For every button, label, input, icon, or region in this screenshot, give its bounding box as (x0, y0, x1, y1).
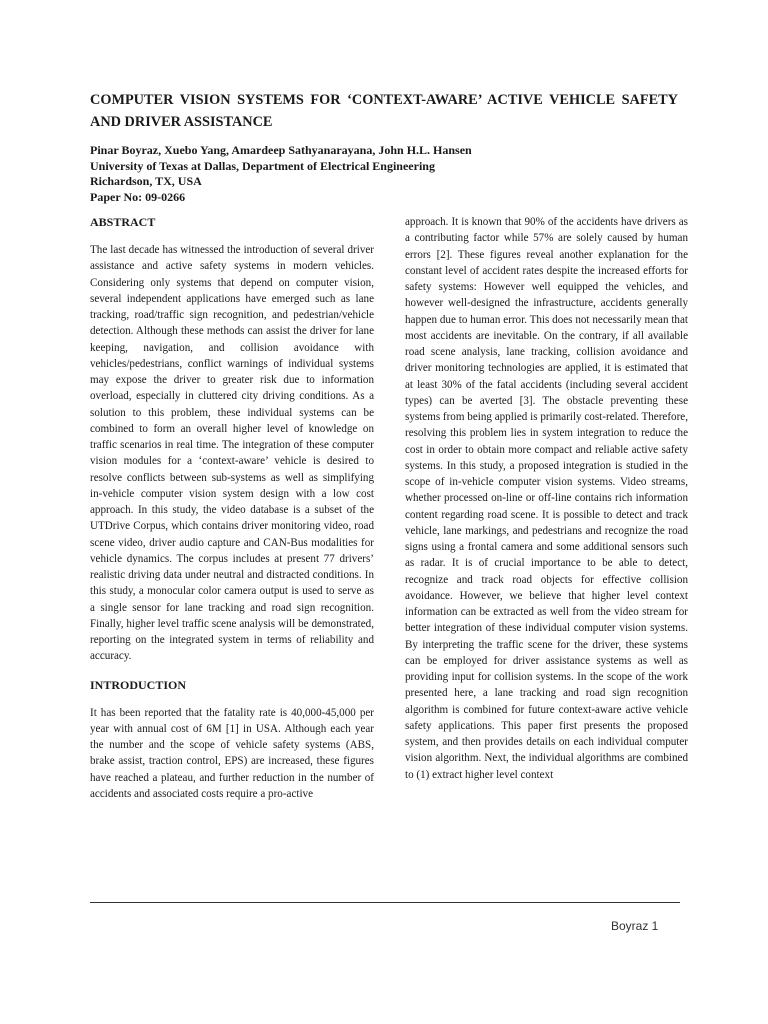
introduction-text-right: approach. It is known that 90% of the accidents have drivers as a contributing factor while 57% are solely caused by human errors [2]. These figures reveal another explanation for the constant level of accident rates despite the increased efforts for safety systems: However well equipped the vehicles, and however well-designed the infrastructure, accidents generally happen due to human error. This does not necessarily mean that most accidents are inevitable. On the contrary, if all available road scene analysis, lane tracking, collision avoidance and driver monitoring technologies are applied, it is estimated that at least 30% of the fatal accidents (including several accident types) can be averted [3]. The obstacle preventing these systems from being applied is primarily cost-related. Therefore, resolving this problem lies in system integration to reduce the cost in order to obtain more compact and reliable active safety systems. In this study, a proposed integration is studied in the scope of in-vehicle computer vision systems. Video streams, whether processed on-line or off-line contains rich information content regarding road scene. It is possible to detect and track vehicle, lane markings, and pedestrians and recognize the road signs using a frontal camera and some additional sensors such as radar. It is of crucial importance to be able to detect, recognize and track road objects for effective collision avoidance. However, we believe that higher level context information can be extracted as well from the video stream for better integration of these individual computer vision systems. By interpreting the traffic scene for the driver, these systems can be employed for driver assistance systems as well as providing input for collision systems. In the scope of the work presented here, a lane tracking and road sign recognition algorithm is combined for future context-aware active vehicle safety applications. This paper first presents the proposed system, and then provides details on each individual computer vision algorithm. Next, the individual algorithms are combined to (1) extract higher level context (405, 216, 688, 781)
affiliation: University of Texas at Dallas, Department of Electrical Engineering (90, 158, 435, 173)
author-block (90, 143, 678, 205)
footer-rule (90, 902, 680, 903)
introduction-text-left: It has been reported that the fatality rate is 40,000-45,000 per year with annual cost of 6M [1] in USA. Although each year the number and the scope of vehicle safety systems (ABS, brake assist, traction control, EPS) are increased, these figures have reached a plateau, and further reduction in the number of accidents and associated costs require a pro-active (90, 706, 374, 800)
left-column (90, 214, 374, 814)
paper-title: COMPUTER VISION SYSTEMS FOR ‘CONTEXT-AWARE’ ACTIVE VEHICLE SAFETY AND DRIVER ASSISTANCE (90, 92, 678, 130)
introduction-heading: INTRODUCTION (90, 677, 187, 692)
right-column (405, 214, 688, 795)
author-names: Pinar Boyraz, Xuebo Yang, Amardeep Sathyanarayana, John H.L. Hansen (90, 143, 472, 157)
location: Richardson, TX, USA (90, 174, 202, 188)
abstract-text: The last decade has witnessed the introduction of several driver assistance and active safety systems in modern vehicles. Considering only systems that depend on computer vision, several independent applications have emerged such as lane tracking, road/traffic sign recognition, and pedestrian/vehicle detection. Although these methods can assist the driver for lane keeping, navigation, and collision avoidance with vehicles/pedestrians, conflict warnings of individual systems may expose the driver to greater risk due to information overload, especially in cluttered city driving conditions. As a solution to this problem, these individual systems can be combined to form an overall higher level of knowledge on traffic scenarios in real time. The integration of these computer vision modules for a ‘context-aware’ vehicle is desired to resolve conflicts between sub-systems as well as simplifying in-vehicle computer vision system design with a low cost approach. In this study, the video database is a subset of the UTDrive Corpus, which contains driver monitoring video, road scene video, driver audio capture and CAN-Bus modalities for vehicle dynamics. The corpus includes at present 77 drivers’ realistic driving data under neutral and distracted conditions. In this study, a monocular color camera output is used to serve as a single sensor for lane tracking and road sign recognition. Finally, higher level traffic scene analysis will be demonstrated, reporting on the integrated system in terms of reliability and accuracy. (90, 244, 374, 663)
paper-number: Paper No: 09-0266 (90, 189, 186, 204)
page-footer: Boyraz 1 (611, 919, 659, 933)
abstract-heading: ABSTRACT (90, 215, 156, 229)
